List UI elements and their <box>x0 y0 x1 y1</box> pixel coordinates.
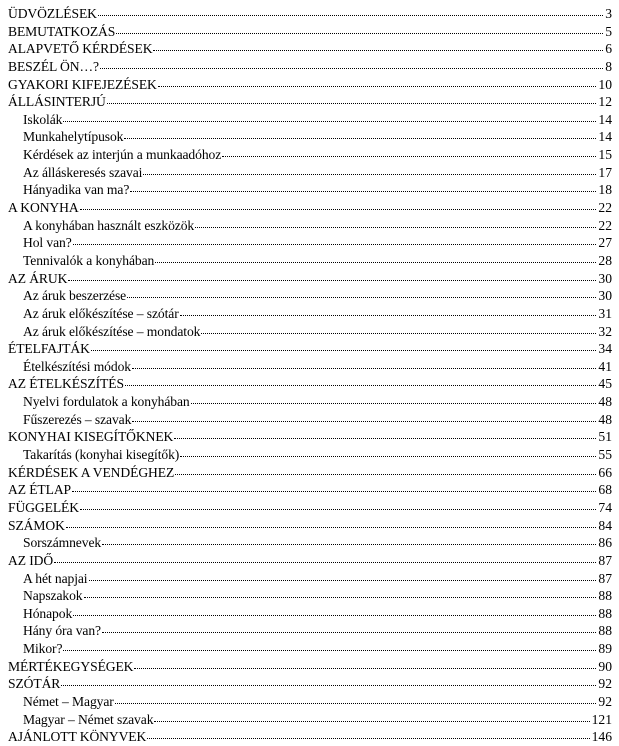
toc-entry-page-number: 146 <box>591 729 612 745</box>
toc-subsection-entry[interactable] <box>8 711 612 729</box>
toc-entry-title: Német – Magyar <box>23 693 114 709</box>
toc-section-entry[interactable] <box>8 76 612 94</box>
toc-entry-page-number: 48 <box>598 411 612 427</box>
toc-subsection-entry[interactable] <box>8 605 612 623</box>
toc-entry-title: ALAPVETŐ KÉRDÉSEK <box>8 41 153 57</box>
toc-entry-page-number: 86 <box>598 535 612 551</box>
toc-subsection-entry[interactable] <box>8 217 612 235</box>
dot-leader <box>84 596 597 598</box>
dot-leader <box>91 349 597 351</box>
dot-leader <box>127 296 596 298</box>
toc-entry-title: Az álláskeresés szavai <box>23 164 143 180</box>
toc-entry-title: Nyelvi fordulatok a konyhában <box>23 394 190 410</box>
toc-entry-page-number: 74 <box>598 499 612 515</box>
toc-entry-page-number: 34 <box>598 341 612 357</box>
toc-entry-title: Napszakok <box>23 588 83 604</box>
toc-subsection-entry[interactable] <box>8 146 612 164</box>
toc-subsection-entry[interactable] <box>8 693 612 711</box>
toc-subsection-entry[interactable] <box>8 446 612 464</box>
toc-entry-title: Az áruk előkészítése – mondatok <box>23 323 201 339</box>
toc-entry-title: Tennivalók a konyhában <box>23 252 155 268</box>
toc-entry-page-number: 22 <box>598 200 612 216</box>
dot-leader <box>155 261 596 263</box>
toc-entry-page-number: 8 <box>605 58 612 74</box>
dot-leader <box>73 614 596 616</box>
dot-leader <box>102 631 596 633</box>
toc-entry-title: AJÁNLOTT KÖNYVEK <box>8 729 147 745</box>
toc-entry-page-number: 55 <box>598 447 612 463</box>
toc-entry-page-number: 87 <box>598 552 612 568</box>
toc-entry-page-number: 41 <box>598 358 612 374</box>
toc-entry-title: AZ IDŐ <box>8 552 54 568</box>
toc-entry-title: Mikor? <box>23 641 63 657</box>
toc-entry-page-number: 17 <box>598 164 612 180</box>
dot-leader <box>80 508 596 510</box>
toc-entry-page-number: 27 <box>598 235 612 251</box>
toc-entry-title: FÜGGELÉK <box>8 499 79 515</box>
dot-leader <box>180 314 597 316</box>
toc-subsection-entry[interactable] <box>8 570 612 588</box>
toc-entry-page-number: 92 <box>598 693 612 709</box>
toc-entry-title: Munkahelytípusok <box>23 129 124 145</box>
toc-entry-page-number: 88 <box>598 588 612 604</box>
toc-subsection-entry[interactable] <box>8 287 612 305</box>
dot-leader <box>72 490 596 492</box>
toc-section-entry[interactable] <box>8 552 612 570</box>
toc-entry-title: Hány óra van? <box>23 623 101 639</box>
dot-leader <box>98 14 603 16</box>
toc-section-entry[interactable] <box>8 340 612 358</box>
toc-entry-title: ÉTELFAJTÁK <box>8 341 90 357</box>
dot-leader <box>153 49 603 51</box>
dot-leader <box>73 243 597 245</box>
dot-leader <box>175 473 596 475</box>
toc-entry-title: Az áruk előkészítése – szótár <box>23 305 179 321</box>
toc-section-entry[interactable] <box>8 499 612 517</box>
dot-leader <box>201 332 596 334</box>
toc-entry-title: SZÓTÁR <box>8 676 61 692</box>
toc-subsection-entry[interactable] <box>8 534 612 552</box>
toc-entry-page-number: 51 <box>598 429 612 445</box>
toc-subsection-entry[interactable] <box>8 181 612 199</box>
dot-leader <box>174 437 596 439</box>
toc-entry-title: AZ ÁRUK <box>8 270 68 286</box>
dot-leader <box>68 279 596 281</box>
toc-entry-title: GYAKORI KIFEJEZÉSEK <box>8 76 157 92</box>
toc-entry-page-number: 14 <box>598 111 612 127</box>
dot-leader <box>102 543 596 545</box>
toc-subsection-entry[interactable] <box>8 164 612 182</box>
toc-section-entry[interactable] <box>8 728 612 746</box>
toc-entry-page-number: 30 <box>598 270 612 286</box>
toc-entry-page-number: 68 <box>598 482 612 498</box>
dot-leader <box>125 384 596 386</box>
toc-entry-title: Hol van? <box>23 235 72 251</box>
dot-leader <box>158 85 597 87</box>
toc-entry-page-number: 89 <box>598 641 612 657</box>
toc-entry-page-number: 90 <box>598 658 612 674</box>
toc-entry-page-number: 66 <box>598 464 612 480</box>
dot-leader <box>66 526 597 528</box>
toc-entry-title: Sorszámnevek <box>23 535 102 551</box>
toc-section-entry[interactable] <box>8 40 612 58</box>
toc-entry-title: A hét napjai <box>23 570 88 586</box>
toc-entry-title: ÁLLÁSINTERJÚ <box>8 94 106 110</box>
dot-leader <box>61 684 596 686</box>
toc-entry-title: Magyar – Német szavak <box>23 711 154 727</box>
toc-entry-title: KONYHAI KISEGÍTŐKNEK <box>8 429 174 445</box>
toc-entry-title: AZ ÉTELKÉSZÍTÉS <box>8 376 124 392</box>
toc-entry-page-number: 121 <box>591 711 612 727</box>
toc-entry-page-number: 18 <box>598 182 612 198</box>
toc-entry-title: A konyhában használt eszközök <box>23 217 195 233</box>
toc-section-entry[interactable] <box>8 93 612 111</box>
toc-section-entry[interactable] <box>8 5 612 23</box>
dot-leader <box>147 737 589 739</box>
toc-entry-title: MÉRTÉKEGYSÉGEK <box>8 658 134 674</box>
toc-section-entry[interactable] <box>8 58 612 76</box>
toc-subsection-entry[interactable] <box>8 323 612 341</box>
toc-entry-title: ÜDVÖZLÉSEK <box>8 6 97 21</box>
toc-entry-title: Fűszerezés – szavak <box>23 411 132 427</box>
toc-entry-title: Hónapok <box>23 605 73 621</box>
toc-entry-title: A KONYHA <box>8 200 79 216</box>
toc-entry-title: BESZÉL ÖN…? <box>8 58 99 74</box>
toc-entry-title: SZÁMOK <box>8 517 65 533</box>
dot-leader <box>132 420 596 422</box>
toc-entry-page-number: 48 <box>598 394 612 410</box>
toc-entry-title: Ételkészítési módok <box>23 358 131 374</box>
dot-leader <box>63 120 596 122</box>
dot-leader <box>100 67 603 69</box>
toc-entry-title: Iskolák <box>23 111 63 127</box>
toc-subsection-entry[interactable] <box>8 305 612 323</box>
dot-leader <box>191 402 597 404</box>
toc-entry-page-number: 45 <box>598 376 612 392</box>
toc-entry-page-number: 31 <box>598 305 612 321</box>
table-of-contents <box>8 5 612 746</box>
toc-entry-title: Az áruk beszerzése <box>23 288 127 304</box>
toc-entry-page-number: 6 <box>605 41 612 57</box>
toc-subsection-entry[interactable] <box>8 587 612 605</box>
toc-entry-title: KÉRDÉSEK A VENDÉGHEZ <box>8 464 175 480</box>
toc-subsection-entry[interactable] <box>8 252 612 270</box>
dot-leader <box>115 702 597 704</box>
toc-entry-title: BEMUTATKOZÁS <box>8 23 116 39</box>
dot-leader <box>195 226 596 228</box>
toc-subsection-entry[interactable] <box>8 358 612 376</box>
toc-entry-page-number: 14 <box>598 129 612 145</box>
toc-section-entry[interactable] <box>8 270 612 288</box>
toc-entry-page-number: 12 <box>598 94 612 110</box>
toc-subsection-entry[interactable] <box>8 411 612 429</box>
toc-entry-page-number: 15 <box>598 147 612 163</box>
dot-leader <box>222 155 596 157</box>
dot-leader <box>89 579 597 581</box>
toc-entry-page-number: 30 <box>598 288 612 304</box>
toc-section-entry[interactable] <box>8 375 612 393</box>
toc-section-entry[interactable] <box>8 428 612 446</box>
toc-entry-page-number: 88 <box>598 605 612 621</box>
toc-subsection-entry[interactable] <box>8 640 612 658</box>
dot-leader <box>54 561 596 563</box>
toc-subsection-entry[interactable] <box>8 111 612 129</box>
toc-section-entry[interactable] <box>8 675 612 693</box>
dot-leader <box>116 32 603 34</box>
toc-entry-title: Hányadika van ma? <box>23 182 130 198</box>
toc-section-entry[interactable] <box>8 464 612 482</box>
toc-entry-page-number: 88 <box>598 623 612 639</box>
toc-section-entry[interactable] <box>8 658 612 676</box>
dot-leader <box>107 102 597 104</box>
dot-leader <box>132 367 596 369</box>
dot-leader <box>63 649 596 651</box>
dot-leader <box>180 455 596 457</box>
toc-entry-title: AZ ÉTLAP <box>8 482 72 498</box>
toc-entry-title: Takarítás (konyhai kisegítők) <box>23 447 180 463</box>
toc-section-entry[interactable] <box>8 481 612 499</box>
toc-subsection-entry[interactable] <box>8 128 612 146</box>
toc-subsection-entry[interactable] <box>8 622 612 640</box>
toc-section-entry[interactable] <box>8 199 612 217</box>
toc-entry-page-number: 92 <box>598 676 612 692</box>
dot-leader <box>143 173 596 175</box>
dot-leader <box>130 190 596 192</box>
toc-section-entry[interactable] <box>8 23 612 41</box>
toc-entry-page-number: 28 <box>598 252 612 268</box>
toc-entry-page-number: 5 <box>605 23 612 39</box>
dot-leader <box>80 208 597 210</box>
dot-leader <box>124 137 596 139</box>
toc-subsection-entry[interactable] <box>8 234 612 252</box>
toc-entry-page-number: 32 <box>598 323 612 339</box>
toc-entry-page-number: 84 <box>598 517 612 533</box>
toc-section-entry[interactable] <box>8 517 612 535</box>
toc-entry-page-number: 10 <box>598 76 612 92</box>
toc-subsection-entry[interactable] <box>8 393 612 411</box>
toc-entry-page-number: 87 <box>598 570 612 586</box>
toc-entry-page-number: 3 <box>605 6 612 21</box>
toc-entry-page-number: 22 <box>598 217 612 233</box>
dot-leader <box>134 667 596 669</box>
toc-entry-title: Kérdések az interjún a munkaadóhoz <box>23 147 222 163</box>
